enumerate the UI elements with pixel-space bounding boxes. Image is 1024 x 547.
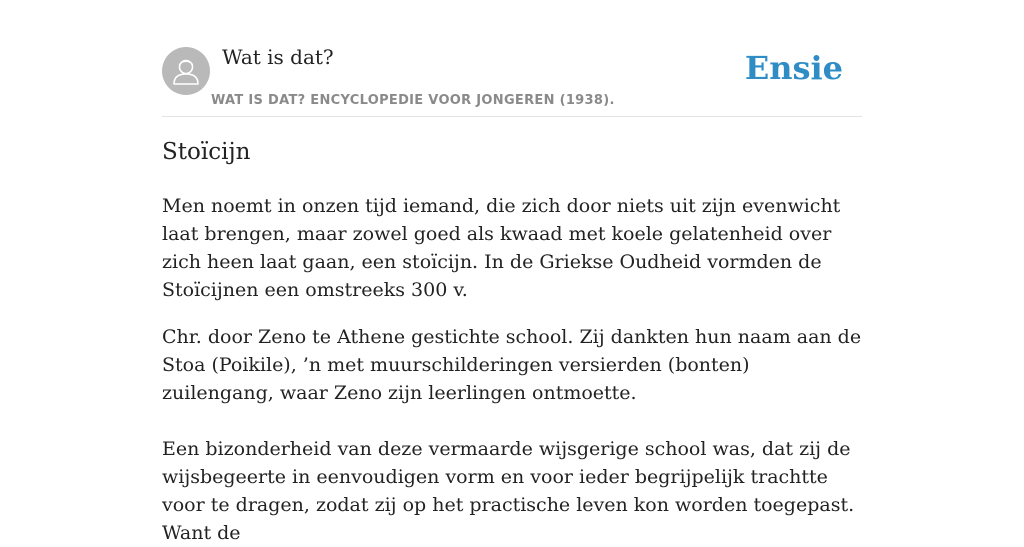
article-paragraph: Chr. door Zeno te Athene gestichte school. Zij dankten hun naam aan de Stoa (Poikile), ’n met muurschilderingen versierden (bonten) zuilengang, waar Zeno zijn leerlingen ontmoette. <box>162 326 862 404</box>
source-subtitle[interactable]: WAT IS DAT? ENCYCLOPEDIE VOOR JONGEREN (1938). <box>211 93 615 108</box>
ensie-logo[interactable]: Ensie <box>744 49 843 87</box>
article-body <box>162 192 862 547</box>
user-icon[interactable] <box>162 47 210 95</box>
article-title: Stoïcijn <box>162 139 251 165</box>
source-title[interactable]: Wat is dat? <box>222 45 334 69</box>
user-icon-glyph <box>162 47 210 95</box>
source-header <box>162 40 862 117</box>
article-paragraph: Een bizonderheid van deze vermaarde wijsgerige school was, dat zij de wijsbegeerte in eenvoudigen vorm en voor ieder begrijpelijk trachtte voor te dragen, zodat zij op het practische leven kon worden toegepast. Want de <box>162 438 855 544</box>
article-paragraph: Men noemt in onzen tijd iemand, die zich door niets uit zijn evenwicht laat brengen, maar zowel goed als kwaad met koele gelatenheid over zich heen laat gaan, een stoïcijn. In de Griekse Oudheid vormden de Stoïcijnen een omstreeks 300 v. <box>162 195 841 301</box>
